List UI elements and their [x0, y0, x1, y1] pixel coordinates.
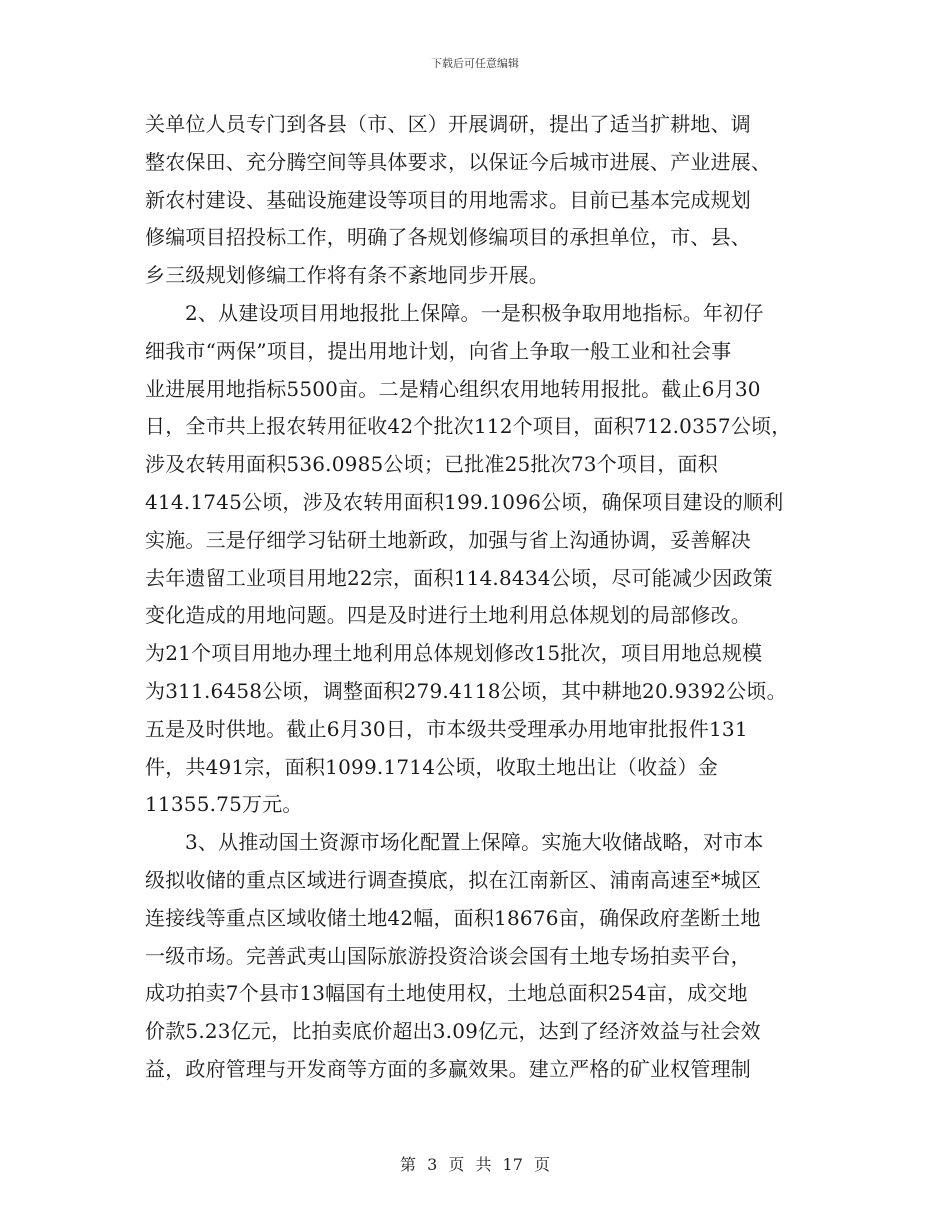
- paragraph-1: [145, 106, 825, 295]
- text-line: 整农保田、充分腾空间等具体要求，以保证今后城市进展、产业进展、: [145, 149, 772, 174]
- text-line: 级拟收储的重点区域进行调查摸底，拟在江南新区、浦南高速至*城区: [145, 867, 762, 892]
- text-line: 2、从建设项目用地报批上保障。一是积极争取用地指标。年初仔: [185, 300, 764, 325]
- text-line: 一级市场。完善武夷山国际旅游投资洽谈会国有土地专场拍卖平台，: [145, 943, 751, 968]
- text-line: 变化造成的用地问题。四是及时进行土地利用总体规划的局部修改。: [145, 603, 751, 628]
- text-line: 细我市“两保”项目，提出用地计划，向省上争取一般工业和社会事: [145, 338, 732, 363]
- page-header-note: 下载后可任意编辑: [431, 57, 519, 70]
- text-line: 修编项目招投标工作，明确了各规划修编项目的承担单位，市、县、: [145, 225, 751, 250]
- text-line: 去年遗留工业项目用地22宗，面积114.8434公顷，尽可能减少因政策: [145, 565, 773, 590]
- text-line: 为311.6458公顷，调整面积279.4118公顷，其中耕地20.9392公顷。: [145, 678, 787, 703]
- page-number-footer: 第 3 页 共 17 页: [400, 1155, 550, 1174]
- document-body: [145, 106, 825, 1089]
- text-line: 关单位人员专门到各县（市、区）开展调研，提出了适当扩耕地、调: [145, 112, 751, 136]
- text-line: 11355.75万元。: [145, 792, 303, 817]
- text-line: 成功拍卖7个县市13幅国有土地使用权，土地总面积254亩，成交地: [145, 981, 748, 1006]
- text-line: 益，政府管理与开发商等方面的多赢效果。建立严格的矿业权管理制: [145, 1056, 751, 1081]
- paragraph-3: [145, 824, 825, 1089]
- text-line: 业进展用地指标5500亩。二是精心组织农用地转用报批。截止6月30: [145, 376, 761, 401]
- paragraph-2: [145, 295, 825, 824]
- text-line: 为21个项目用地办理土地利用总体规划修改15批次，项目用地总规模: [145, 641, 763, 666]
- text-line: 五是及时供地。截止6月30日，市本级共受理承办用地审批报件131: [145, 716, 748, 741]
- text-line: 涉及农转用面积536.0985公顷；已批准25批次73个项目，面积: [145, 452, 718, 477]
- text-line: 日，全市共上报农转用征收42个批次112个项目，面积712.0357公顷，: [145, 414, 792, 439]
- text-line: 414.1745公顷，涉及农转用面积199.1096公顷，确保项目建设的顺利: [145, 489, 784, 514]
- text-line: 新农村建设、基础设施建设等项目的用地需求。目前已基本完成规划: [145, 187, 751, 212]
- text-line: 乡三级规划修编工作将有条不紊地同步开展。: [145, 263, 549, 288]
- text-line: 3、从推动国土资源市场化配置上保障。实施大收储战略，对市本: [185, 830, 764, 855]
- text-line: 件，共491宗，面积1099.1714公顷，收取土地出让（收益）金: [145, 754, 718, 779]
- text-line: 连接线等重点区域收储土地42幅，面积18676亩，确保政府垄断土地: [145, 905, 761, 930]
- text-line: 实施。三是仔细学习钻研土地新政，加强与省上沟通协调，妥善解决: [145, 527, 751, 552]
- text-line: 价款5.23亿元，比拍卖底价超出3.09亿元，达到了经济效益与社会效: [145, 1019, 761, 1044]
